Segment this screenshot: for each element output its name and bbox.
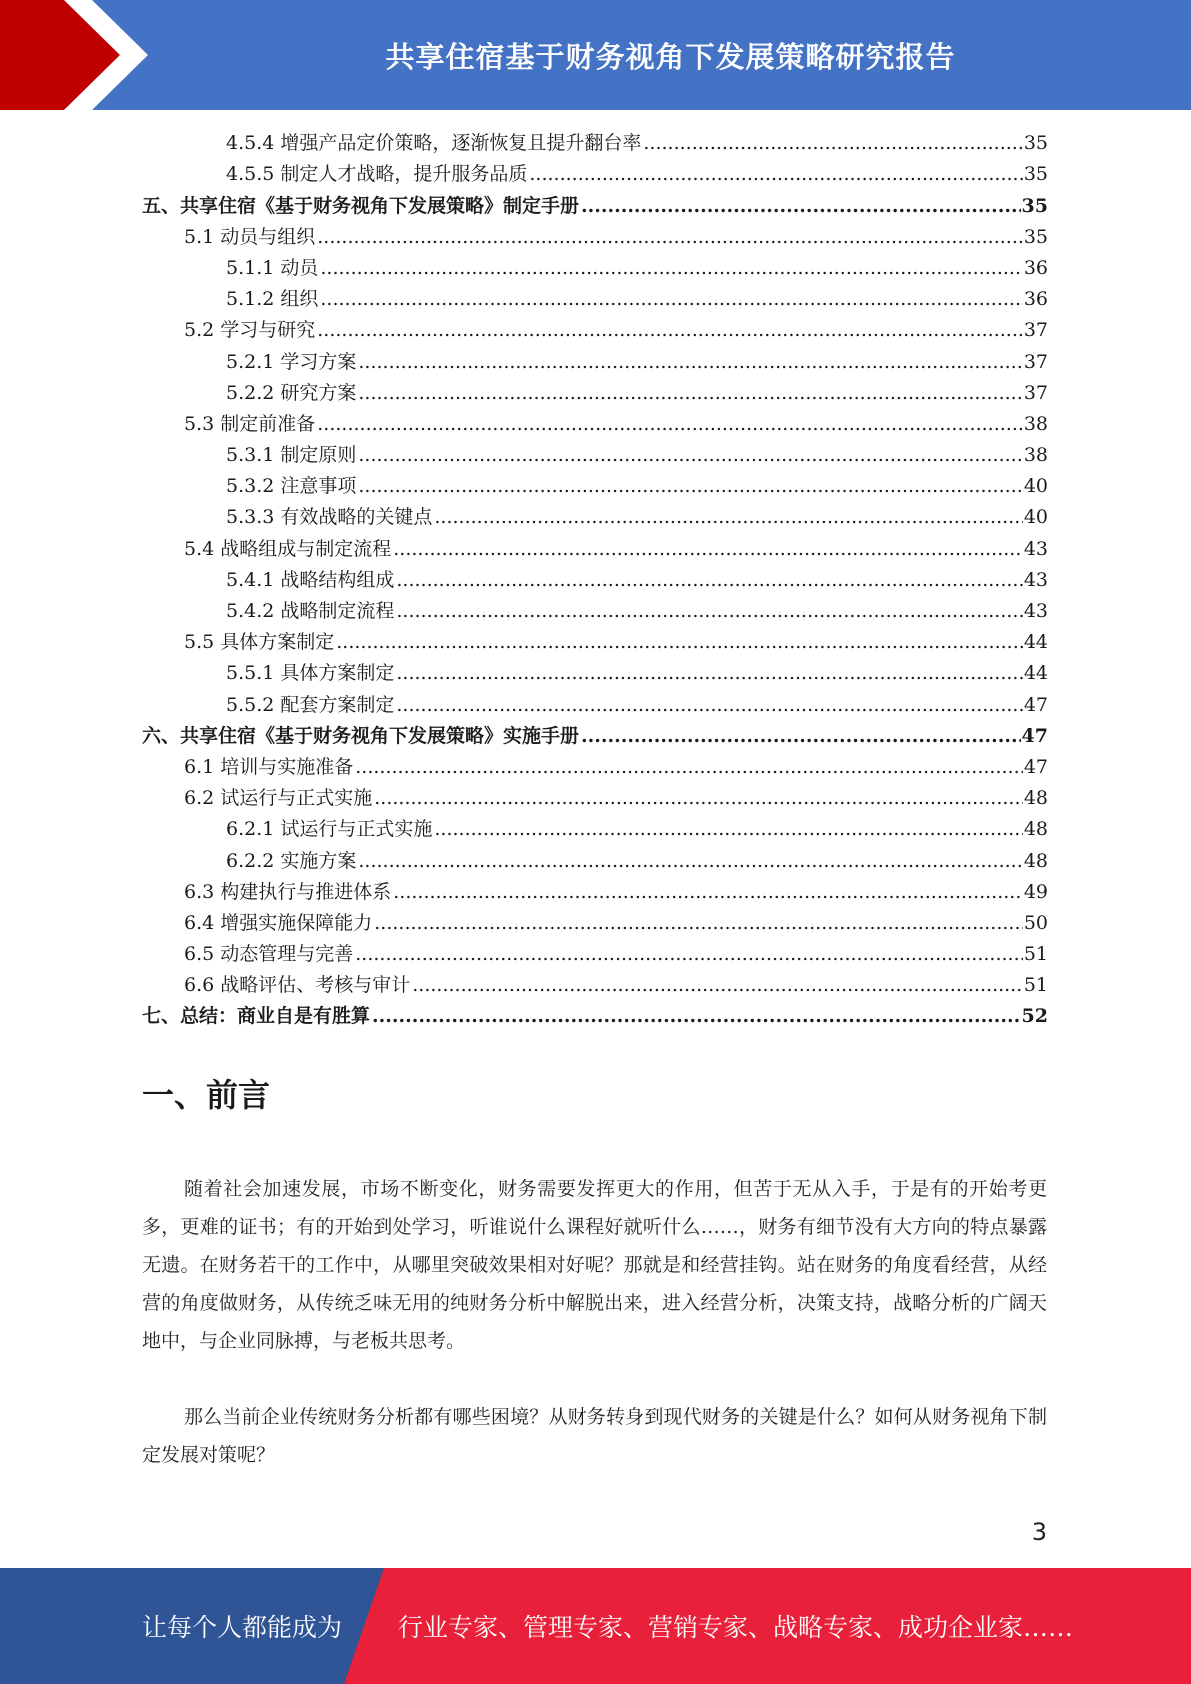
- toc-entry-page: 38: [1023, 444, 1048, 467]
- toc-entry-label: 6.5 动态管理与完善: [184, 943, 354, 966]
- toc-entry[interactable]: [142, 284, 1048, 315]
- toc-entry[interactable]: [142, 689, 1048, 720]
- toc-entry-page: 48: [1023, 849, 1048, 872]
- toc-dot-leader: [412, 970, 1023, 1001]
- toc-entry-page: 48: [1023, 818, 1048, 841]
- toc-entry-label: 5.2 学习与研究: [184, 319, 316, 342]
- toc-entry-page: 47: [1023, 755, 1048, 778]
- toc-dot-leader: [374, 783, 1023, 814]
- toc-dot-leader: [581, 721, 1021, 752]
- toc-dot-leader: [358, 378, 1022, 409]
- toc-dot-leader: [643, 128, 1022, 159]
- toc-entry-page: 35: [1023, 132, 1048, 155]
- toc-entry-label: 6.6 战略评估、考核与审计: [184, 974, 411, 997]
- toc-dot-leader: [317, 222, 1023, 253]
- toc-entry[interactable]: [142, 658, 1048, 689]
- toc-entry[interactable]: [142, 471, 1048, 502]
- toc-entry[interactable]: [142, 222, 1048, 253]
- toc-entry[interactable]: [142, 190, 1048, 221]
- toc-entry[interactable]: [142, 908, 1048, 939]
- toc-dot-leader: [355, 939, 1023, 970]
- toc-dot-leader: [355, 752, 1023, 783]
- toc-entry-page: 36: [1023, 256, 1048, 279]
- toc-dot-leader: [320, 284, 1022, 315]
- toc-entry-page: 44: [1023, 631, 1048, 654]
- toc-entry[interactable]: [142, 565, 1048, 596]
- toc-entry-page: 35: [1023, 163, 1048, 186]
- toc-entry[interactable]: [142, 627, 1048, 658]
- toc-entry[interactable]: [142, 970, 1048, 1001]
- toc-entry[interactable]: [142, 845, 1048, 876]
- toc-entry-label: 5.5.1 具体方案制定: [226, 662, 395, 685]
- toc-dot-leader: [393, 877, 1023, 908]
- toc-entry-page: 51: [1023, 943, 1048, 966]
- toc-entry[interactable]: [142, 378, 1048, 409]
- toc-entry-label: 5.3.2 注意事项: [226, 475, 357, 498]
- toc-entry-page: 40: [1023, 506, 1048, 529]
- toc-entry-page: 36: [1023, 288, 1048, 311]
- page-footer: [0, 1568, 1191, 1684]
- toc-entry[interactable]: [142, 877, 1048, 908]
- toc-entry-page: 40: [1023, 475, 1048, 498]
- toc-dot-leader: [358, 440, 1022, 471]
- toc-entry[interactable]: [142, 752, 1048, 783]
- toc-entry-label: 6.2 试运行与正式实施: [184, 787, 373, 810]
- toc-dot-leader: [581, 191, 1021, 222]
- toc-entry-label: 5.5 具体方案制定: [184, 631, 335, 654]
- toc-entry[interactable]: [142, 596, 1048, 627]
- toc-entry-page: 43: [1023, 568, 1048, 591]
- toc-dot-leader: [336, 627, 1023, 658]
- footer-slogan-left: 让每个人都能成为: [142, 1613, 343, 1642]
- toc-entry-page: 50: [1023, 911, 1048, 934]
- toc-entry-page: 37: [1023, 319, 1048, 342]
- toc-entry-label: 5.5.2 配套方案制定: [226, 693, 395, 716]
- toc-entry[interactable]: [142, 315, 1048, 346]
- toc-dot-leader: [393, 534, 1023, 565]
- toc-entry-page: 51: [1023, 974, 1048, 997]
- toc-entry[interactable]: [142, 533, 1048, 564]
- toc-entry-label: 6.1 培训与实施准备: [184, 755, 354, 778]
- toc-entry-page: 37: [1023, 350, 1048, 373]
- toc-dot-leader: [396, 690, 1022, 721]
- toc-entry-label: 5.2.1 学习方案: [226, 350, 357, 373]
- document-title: 共享住宿基于财务视角下发展策略研究报告: [385, 39, 956, 74]
- toc-entry-page: 38: [1023, 412, 1048, 435]
- toc-entry[interactable]: [142, 939, 1048, 970]
- toc-entry-label: 5.4.2 战略制定流程: [226, 600, 395, 622]
- toc-entry-label: 六、共享住宿《基于财务视角下发展策略》实施手册: [142, 724, 580, 747]
- toc-entry-page: 47: [1021, 724, 1048, 747]
- toc-entry-label: 5.1 动员与组织: [184, 225, 316, 248]
- toc-entry-label: 5.4 战略组成与制定流程: [184, 537, 392, 560]
- toc-dot-leader: [396, 565, 1022, 596]
- section-heading: 一、前言: [142, 1076, 271, 1114]
- toc-entry-page: 48: [1023, 787, 1048, 810]
- toc-entry-label: 5.2.2 研究方案: [226, 381, 357, 404]
- toc-dot-leader: [434, 502, 1022, 533]
- toc-entry-label: 5.3.1 制定原则: [226, 444, 357, 467]
- table-of-contents: [142, 128, 1048, 1032]
- toc-dot-leader: [317, 409, 1023, 440]
- toc-entry-label: 5.1.2 组织: [226, 288, 319, 311]
- toc-entry-page: 47: [1023, 693, 1048, 716]
- toc-dot-leader: [317, 315, 1023, 346]
- toc-entry-label: 5.3.3 有效战略的关键点: [226, 506, 433, 529]
- toc-entry-label: 6.3 构建执行与推进体系: [184, 880, 392, 903]
- intro-paragraph-1: 随着社会加速发展，市场不断变化，财务需要发挥更大的作用，但苦于无从入手，于是有的开始考更多，更难的证书；有的开始到处学习，听谁说什么课程好就听什么……，财务有细节没有大方向的特点暴露无遗。在财务若干的工作中，从哪里突破效果相对好呢？那就是和经营挂钩。站在财务的角度看经营，从经营的角度做财务，从传统乏味无用的纯财务分析中解脱出来，进入经营分析，决策支持，战略分析的广阔天地中，与企业同脉搏，与老板共思考。: [142, 1178, 1047, 1352]
- toc-dot-leader: [358, 347, 1022, 378]
- toc-entry[interactable]: [142, 159, 1048, 190]
- toc-entry[interactable]: [142, 346, 1048, 377]
- toc-entry[interactable]: [142, 128, 1048, 159]
- toc-entry-label: 5.3 制定前准备: [184, 412, 316, 435]
- toc-dot-leader: [374, 908, 1023, 939]
- header-arrow-decoration: [0, 0, 160, 110]
- toc-entry-label: 6.2.2 实施方案: [226, 849, 357, 872]
- toc-entry-page: 52: [1021, 1005, 1048, 1028]
- toc-entry-label: 七、总结：商业自是有胜算: [142, 1005, 371, 1028]
- toc-entry[interactable]: [142, 409, 1048, 440]
- toc-dot-leader: [358, 846, 1022, 877]
- toc-entry-page: 37: [1023, 381, 1048, 404]
- toc-entry[interactable]: [142, 440, 1048, 471]
- toc-entry-page: 35: [1023, 225, 1048, 248]
- toc-entry[interactable]: [142, 502, 1048, 533]
- toc-entry-label: 4.5.5 制定人才战略，提升服务品质: [226, 163, 528, 186]
- toc-dot-leader: [358, 471, 1022, 502]
- toc-entry-label: 6.4 增强实施保障能力: [184, 911, 373, 934]
- toc-dot-leader: [396, 596, 1022, 627]
- footer-slogan-right: 行业专家、管理专家、营销专家、战略专家、成功企业家……: [398, 1613, 1074, 1642]
- toc-entry[interactable]: [142, 783, 1048, 814]
- toc-dot-leader: [320, 253, 1022, 284]
- toc-entry-page: 43: [1023, 600, 1048, 622]
- intro-paragraph-2: 那么当前企业传统财务分析都有哪些困境？从财务转身到现代财务的关键是什么？如何从财务视角下制定发展对策呢？: [142, 1406, 1047, 1466]
- toc-entry-page: 44: [1023, 662, 1048, 685]
- page-number: 3: [1031, 1518, 1047, 1546]
- toc-entry[interactable]: [142, 253, 1048, 284]
- toc-dot-leader: [372, 1001, 1021, 1032]
- toc-dot-leader: [529, 159, 1022, 190]
- toc-entry[interactable]: [142, 814, 1048, 845]
- page-header: [0, 0, 1191, 110]
- toc-entry[interactable]: [142, 721, 1048, 752]
- toc-entry-label: 5.4.1 战略结构组成: [226, 568, 395, 591]
- toc-entry-page: 49: [1023, 880, 1048, 903]
- toc-entry-label: 5.1.1 动员: [226, 256, 319, 279]
- toc-entry-page: 35: [1021, 194, 1048, 217]
- toc-dot-leader: [434, 814, 1022, 845]
- toc-entry-label: 6.2.1 试运行与正式实施: [226, 818, 433, 841]
- toc-entry-page: 43: [1023, 537, 1048, 560]
- toc-entry-label: 4.5.4 增强产品定价策略，逐渐恢复且提升翻台率: [226, 132, 642, 155]
- toc-entry-label: 五、共享住宿《基于财务视角下发展策略》制定手册: [142, 194, 580, 217]
- toc-entry[interactable]: [142, 1001, 1048, 1032]
- toc-dot-leader: [396, 658, 1022, 689]
